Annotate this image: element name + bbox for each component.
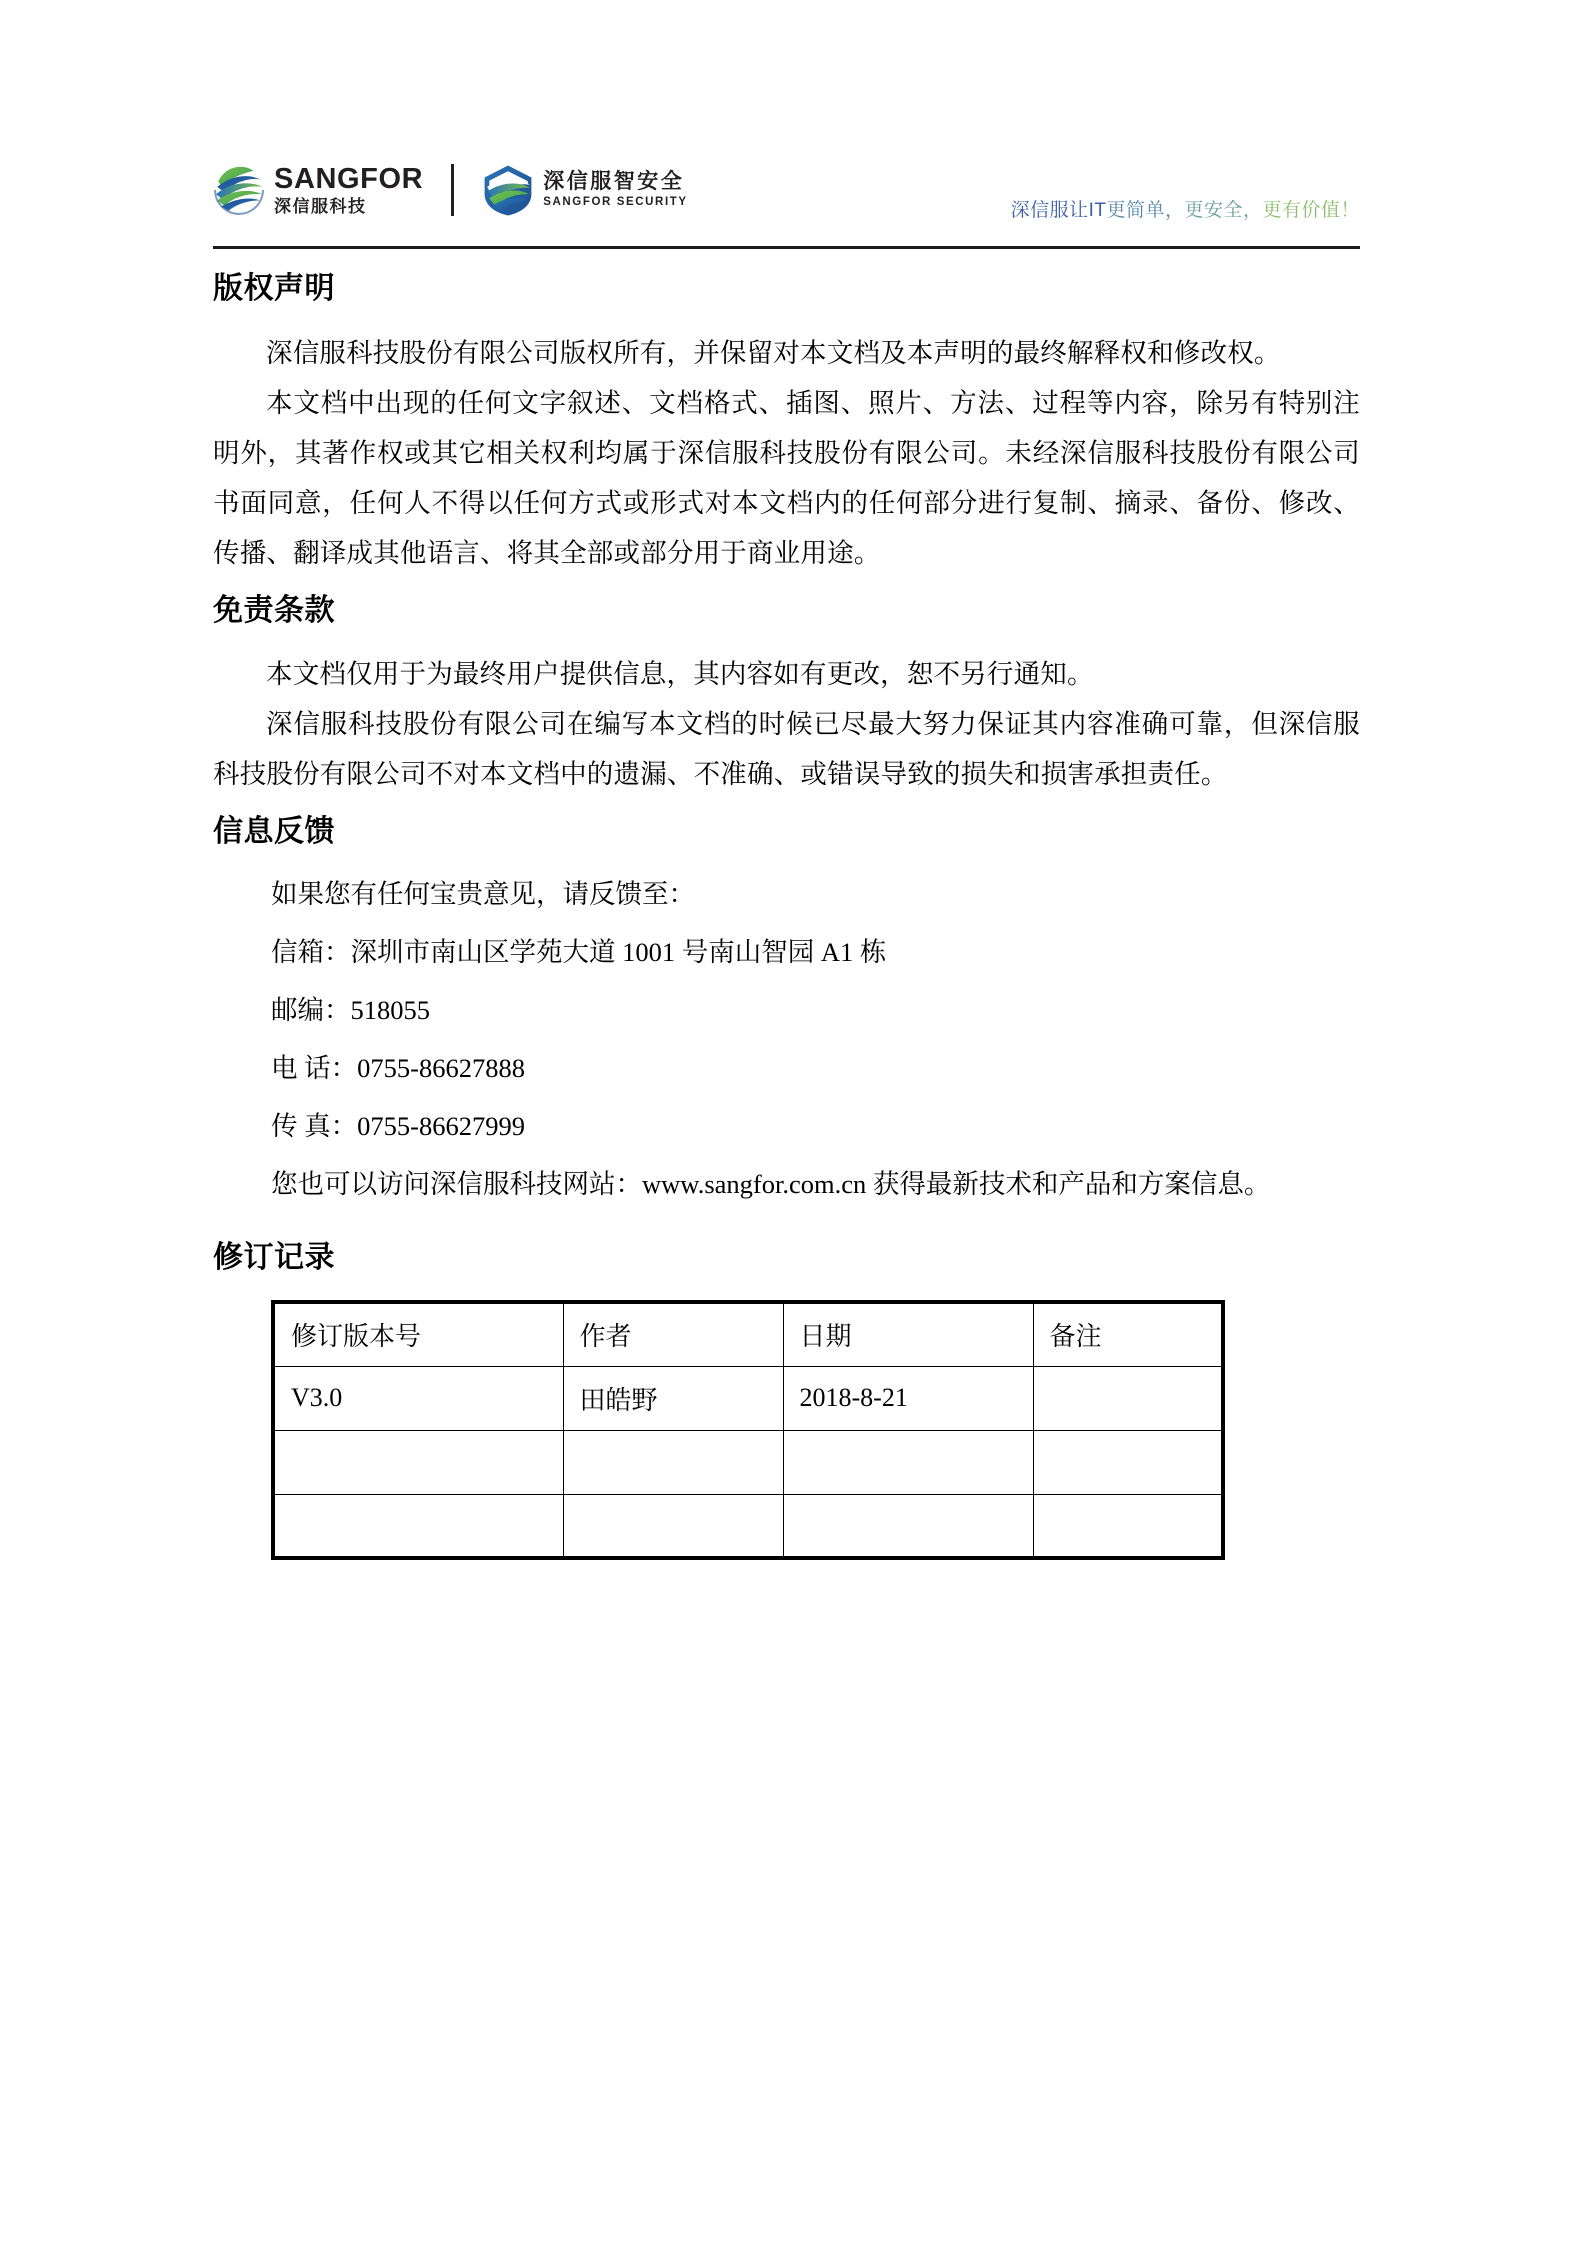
cell-date xyxy=(783,1430,1033,1494)
header-tagline xyxy=(1011,195,1360,222)
section-title-disclaimer: 免责条款 xyxy=(213,593,335,627)
cell-author xyxy=(563,1494,783,1558)
document-body xyxy=(213,270,1360,1560)
cell-date xyxy=(783,1494,1033,1558)
header-rule xyxy=(213,246,1360,249)
security-name-en: SANGFOR SECURITY xyxy=(543,196,688,209)
column-header-author: 作者 xyxy=(563,1302,783,1366)
column-header-version: 修订版本号 xyxy=(273,1302,563,1366)
table-row xyxy=(273,1366,1223,1430)
table-row xyxy=(273,1430,1223,1494)
cell-version: V3.0 xyxy=(273,1366,563,1430)
sangfor-wordmark xyxy=(274,165,423,215)
cell-remark xyxy=(1033,1430,1223,1494)
document-header xyxy=(213,152,1360,228)
sangfor-name-en: SANGFOR xyxy=(274,163,424,195)
sangfor-name-cn: 深信服科技 xyxy=(274,197,367,216)
cell-author xyxy=(563,1430,783,1494)
revision-table xyxy=(271,1300,1225,1560)
security-name-cn: 深信服智安全 xyxy=(543,170,685,194)
feedback-intro: 如果您有任何宝贵意见，请反馈至： xyxy=(271,878,695,909)
section-title-feedback: 信息反馈 xyxy=(213,815,335,848)
feedback-postcode: 邮编：518055 xyxy=(271,994,430,1025)
copyright-paragraph-2: 本文档中出现的任何文字叙述、文档格式、插图、照片、方法、过程等内容，除另有特别注明外，其著作权或其它相关权利均属于深信服科技股份有限公司。未经深信服科技股份有限公司书面同意，任何人不得以任何方式或形式对本文档内的任何部分进行复制、摘录、备份、修改、传播、翻译成其他语言、将其全部或部分用于商业用途。 xyxy=(213,387,1360,568)
security-wordmark xyxy=(543,171,687,209)
cell-remark xyxy=(1033,1494,1223,1558)
feedback-phone: 电 话：0755-86627888 xyxy=(271,1052,525,1083)
sangfor-globe-logo-icon xyxy=(213,164,265,216)
tagline-part-4: 更有价值！ xyxy=(1262,200,1360,221)
feedback-address: 信箱：深圳市南山区学苑大道 1001 号南山智园 A1 栋 xyxy=(271,936,887,967)
feedback-fax: 传 真：0755-86627999 xyxy=(271,1110,525,1141)
revision-table-wrapper xyxy=(271,1300,1360,1560)
cell-date: 2018-8-21 xyxy=(783,1366,1033,1430)
disclaimer-paragraph-1: 本文档仅用于为最终用户提供信息，其内容如有更改，恕不另行通知。 xyxy=(266,659,1094,689)
sangfor-security-logo xyxy=(482,164,687,216)
tagline-part-1: 深信服让IT xyxy=(1010,200,1107,221)
section-title-copyright: 版权声明 xyxy=(213,272,335,305)
table-header-row xyxy=(273,1302,1223,1366)
column-header-date: 日期 xyxy=(783,1302,1033,1366)
logo-group xyxy=(213,152,688,228)
cell-version xyxy=(273,1494,563,1558)
sangfor-shield-logo-icon xyxy=(482,164,534,216)
section-title-revision: 修订记录 xyxy=(213,1240,335,1274)
sangfor-corporate-logo xyxy=(213,164,423,216)
tagline-part-3: 更安全， xyxy=(1184,200,1263,221)
cell-remark xyxy=(1033,1366,1223,1430)
cell-version xyxy=(273,1430,563,1494)
disclaimer-paragraph-2: 深信服科技股份有限公司在编写本文档的时候已尽最大努力保证其内容准确可靠，但深信服科技股份有限公司不对本文档中的遗漏、不准确、或错误导致的损失和损害承担责任。 xyxy=(213,709,1360,789)
copyright-paragraph-1: 深信服科技股份有限公司版权所有，并保留对本文档及本声明的最终解释权和修改权。 xyxy=(266,337,1281,368)
column-header-remark: 备注 xyxy=(1033,1302,1223,1366)
feedback-website: 您也可以访问深信服科技网站：www.sangfor.com.cn 获得最新技术和产品和方案信息。 xyxy=(271,1168,1271,1199)
tagline-part-2: 更简单， xyxy=(1106,200,1185,221)
logo-divider xyxy=(451,164,454,216)
table-row xyxy=(273,1494,1223,1558)
cell-author: 田皓野 xyxy=(563,1366,783,1430)
